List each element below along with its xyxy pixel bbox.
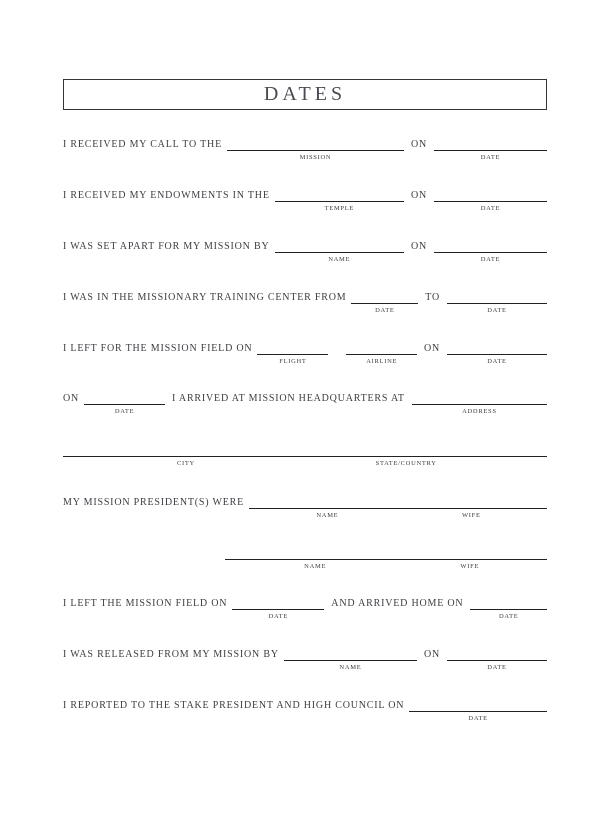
received-call-on-label: ON — [410, 139, 427, 150]
title-box — [63, 79, 547, 110]
row-set-apart — [63, 241, 547, 263]
mtc-to-date-blank-label: DATE — [487, 307, 507, 314]
president2-wife-label: WIFE — [460, 563, 480, 570]
released-by-name-blank-label: NAME — [339, 664, 362, 671]
arrived-hq-on-label: ON — [63, 393, 80, 404]
left-for-field-on-label: ON — [423, 343, 440, 354]
president2-blank[interactable] — [225, 548, 547, 570]
mtc-from-date-blank-label: DATE — [375, 307, 395, 314]
set-apart-label: I WAS SET APART FOR MY MISSION BY — [63, 241, 270, 252]
set-apart-date-blank-label: DATE — [480, 256, 501, 263]
state-country-blank-label: STATE/COUNTRY — [375, 460, 437, 467]
mission-presidents-label: MY MISSION PRESIDENT(S) WERE — [63, 497, 245, 508]
row-arrived-hq — [63, 393, 547, 415]
president1-name-label: NAME — [316, 512, 339, 519]
reported-label: I REPORTED TO THE STAKE PRESIDENT AND HIGH COUNCIL ON — [63, 700, 405, 711]
left-field-date-blank-label: DATE — [268, 613, 289, 620]
call-date-blank-label: DATE — [480, 154, 501, 161]
president1-wife-label: WIFE — [461, 512, 481, 519]
received-call-label: I RECEIVED MY CALL TO THE — [63, 139, 222, 150]
arrived-hq-date-blank[interactable] — [84, 393, 165, 415]
left-field-label: I LEFT THE MISSION FIELD ON — [63, 598, 228, 609]
flight-blank-label: FLIGHT — [279, 358, 307, 365]
reported-date-blank-label: DATE — [468, 715, 488, 722]
released-on-label: ON — [423, 649, 440, 660]
row-mission-presidents — [63, 497, 547, 519]
left-for-field-label: I LEFT FOR THE MISSION FIELD ON — [63, 343, 253, 354]
mission-blank[interactable] — [227, 139, 404, 161]
arrived-home-date-blank-label: DATE — [499, 613, 519, 620]
left-field-date-blank[interactable] — [232, 598, 324, 620]
set-apart-name-blank-label: NAME — [328, 256, 351, 263]
airline-blank[interactable] — [346, 343, 417, 365]
released-date-blank-label: DATE — [487, 664, 507, 671]
released-label: I WAS RELEASED FROM MY MISSION BY — [63, 649, 279, 660]
call-date-blank[interactable] — [434, 139, 547, 161]
president2-name-label: NAME — [304, 563, 327, 570]
row-hq-location — [63, 445, 547, 467]
row-released — [63, 649, 547, 671]
arrived-home-label: AND ARRIVED HOME ON — [331, 598, 464, 609]
mtc-from-date-blank[interactable] — [351, 292, 418, 314]
left-for-field-date-blank-label: DATE — [487, 358, 507, 365]
temple-blank-label: TEMPLE — [324, 205, 355, 212]
row-reported — [63, 700, 547, 722]
row-mission-presidents-2 — [63, 548, 547, 570]
page-title: DATES — [263, 83, 347, 105]
reported-date-blank[interactable] — [409, 700, 547, 722]
endowments-date-blank-label: DATE — [480, 205, 501, 212]
arrived-hq-date-blank-label: DATE — [114, 408, 135, 415]
arrived-hq-label: I ARRIVED AT MISSION HEADQUARTERS AT — [172, 393, 405, 404]
hq-address-blank[interactable] — [412, 393, 547, 415]
arrived-home-date-blank[interactable] — [470, 598, 547, 620]
mtc-to-date-blank[interactable] — [447, 292, 547, 314]
row-mtc — [63, 292, 547, 314]
hq-city-state-blank[interactable] — [63, 445, 547, 467]
hq-address-blank-label: ADDRESS — [462, 408, 497, 415]
row-left-for-field — [63, 343, 547, 365]
left-for-field-date-blank[interactable] — [447, 343, 547, 365]
row-received-call — [63, 139, 547, 161]
city-blank-label: CITY — [176, 460, 195, 467]
row-endowments — [63, 190, 547, 212]
temple-blank[interactable] — [275, 190, 404, 212]
released-by-name-blank[interactable] — [284, 649, 417, 671]
mission-blank-label: MISSION — [299, 154, 332, 161]
president1-blank[interactable] — [249, 497, 547, 519]
endowments-label: I RECEIVED MY ENDOWMENTS IN THE — [63, 190, 270, 201]
mtc-to-label: TO — [425, 292, 440, 303]
airline-blank-label: AIRLINE — [366, 358, 398, 365]
set-apart-date-blank[interactable] — [434, 241, 547, 263]
set-apart-on-label: ON — [410, 241, 427, 252]
endowments-on-label: ON — [410, 190, 427, 201]
released-date-blank[interactable] — [447, 649, 547, 671]
mtc-label: I WAS IN THE MISSIONARY TRAINING CENTER FROM — [63, 292, 347, 303]
row-left-field — [63, 598, 547, 620]
set-apart-name-blank[interactable] — [275, 241, 404, 263]
flight-blank[interactable] — [257, 343, 328, 365]
endowments-date-blank[interactable] — [434, 190, 547, 212]
